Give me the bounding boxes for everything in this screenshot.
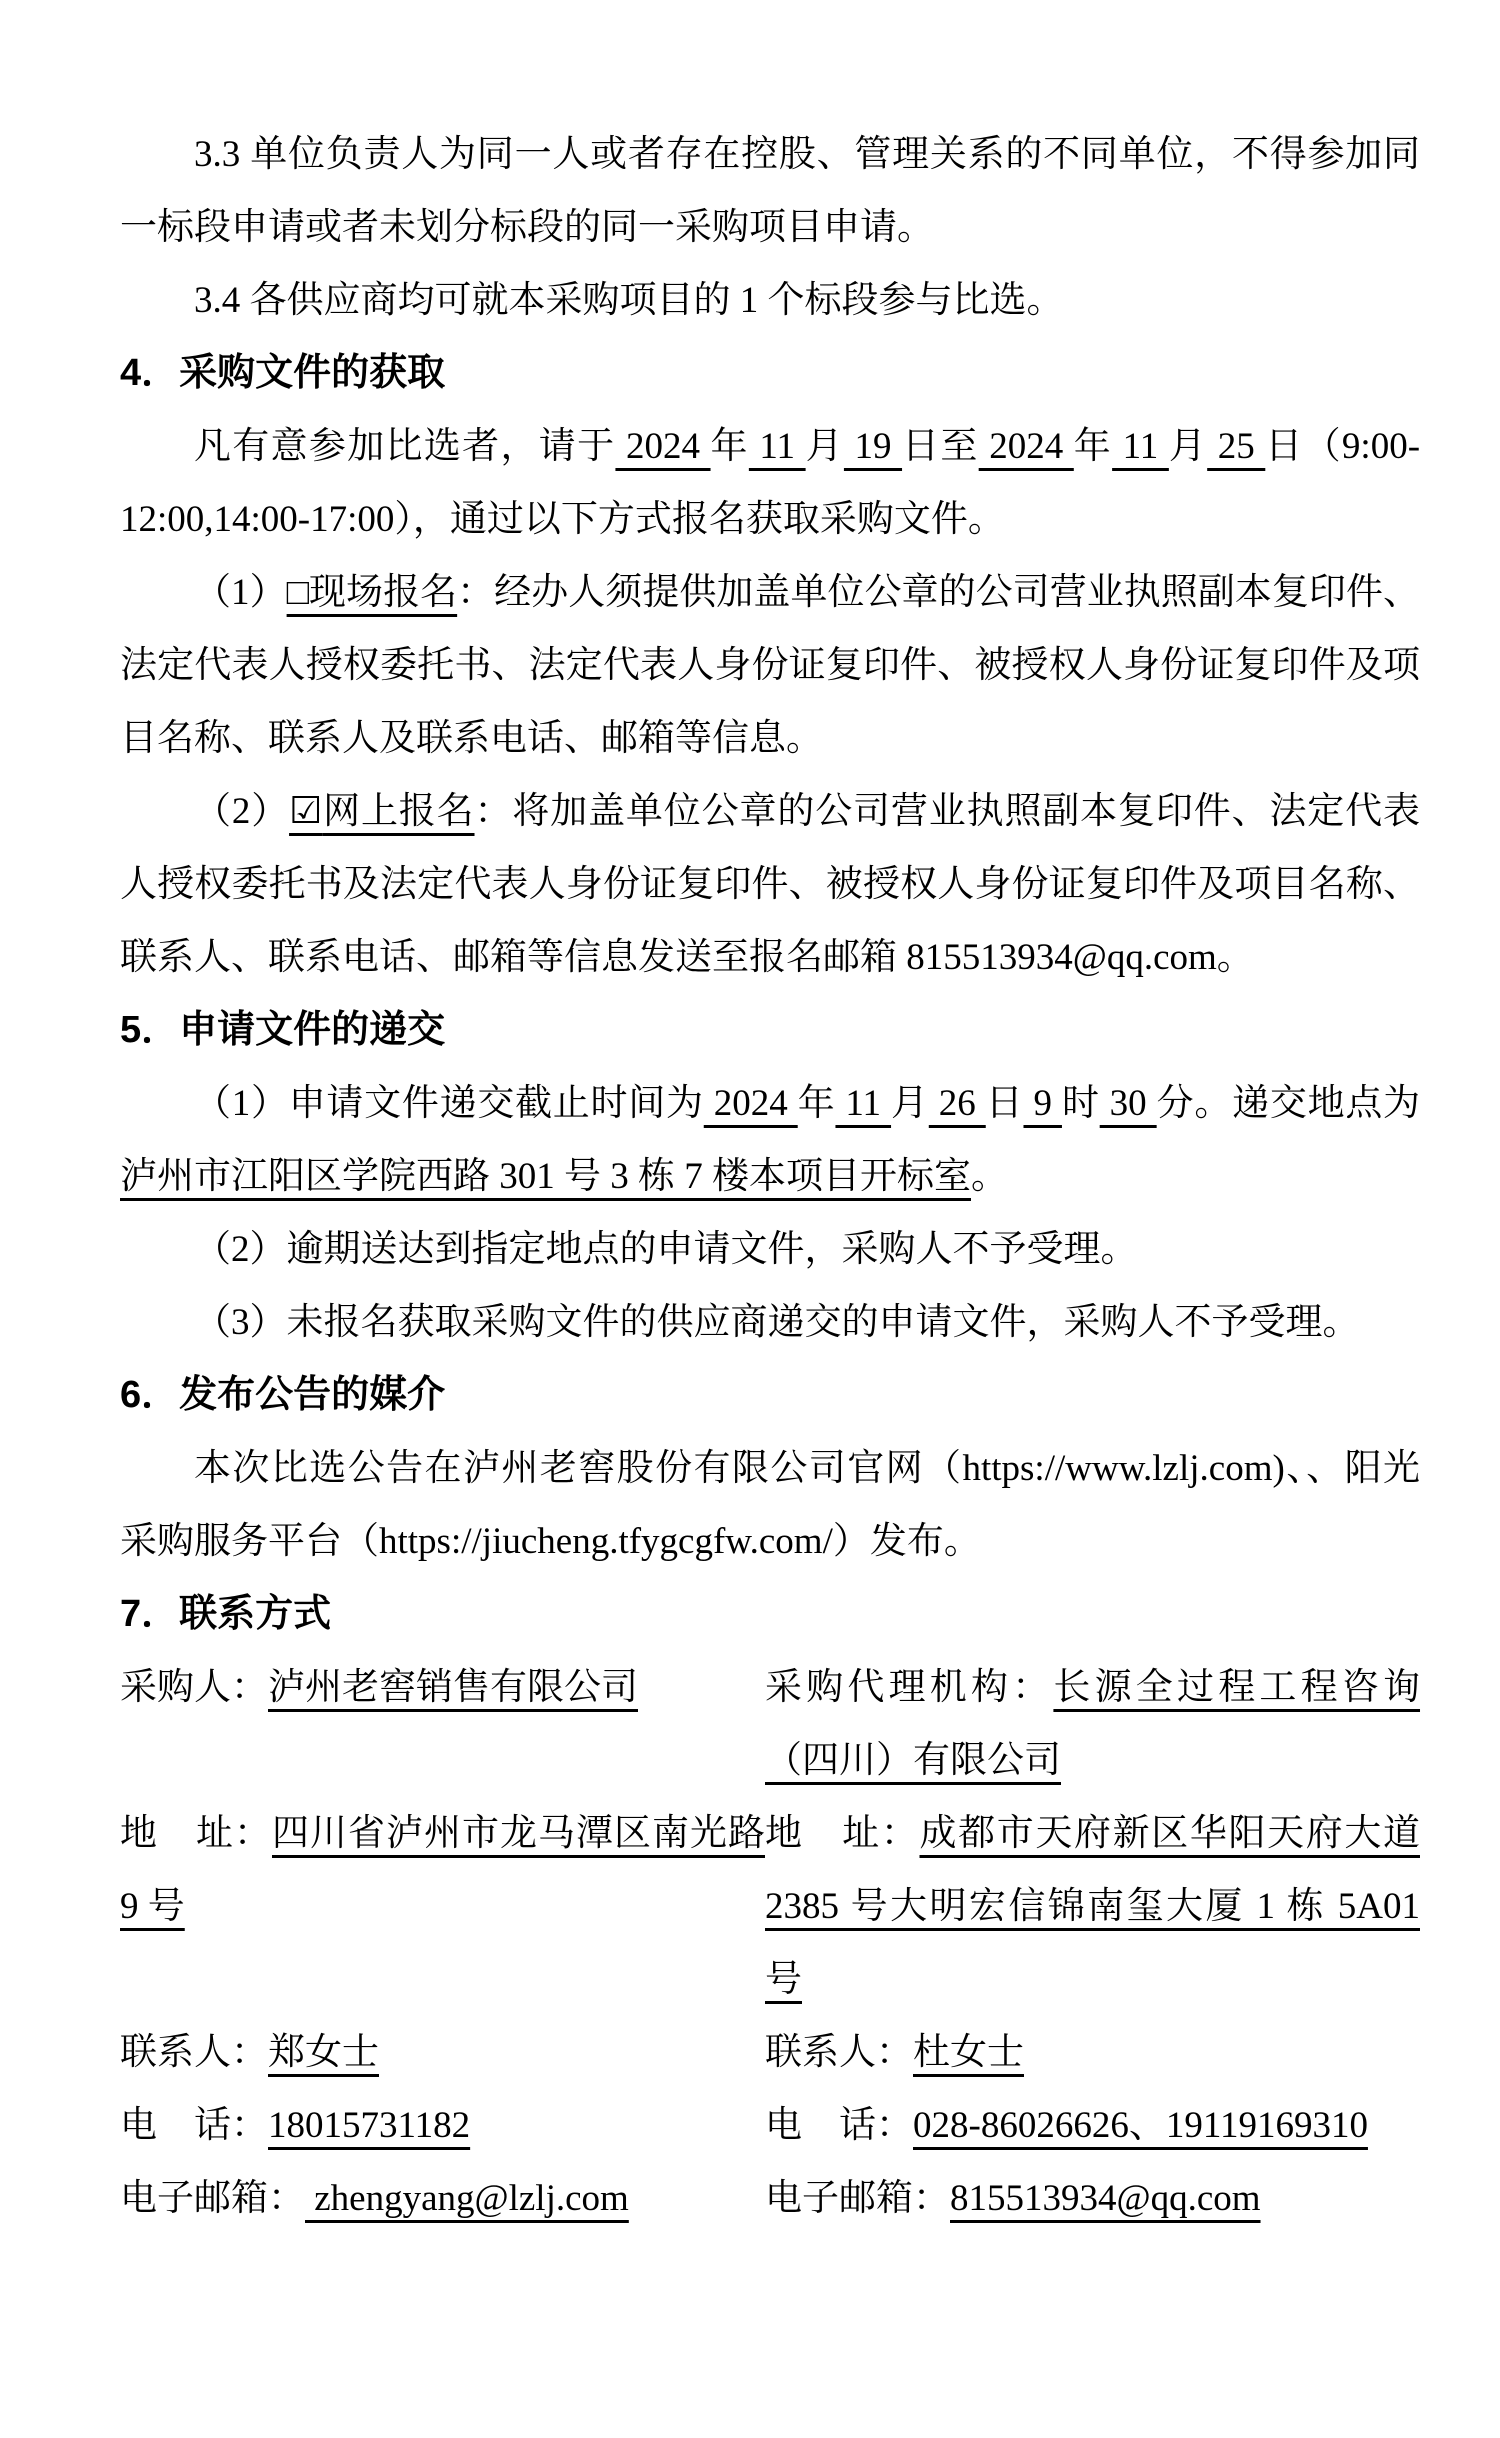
buyer-phone-cell bbox=[120, 2089, 765, 2162]
buyer-label: 采购人： bbox=[120, 1667, 268, 1708]
agency-contact-person-cell bbox=[765, 2016, 1420, 2089]
deadline-mid-2: 点为 bbox=[1345, 1083, 1421, 1124]
agency-address-value: 成都市天府新区华阳天府大道 2385 号大明宏信锦南玺大厦 1 栋 5A01 号 bbox=[765, 1813, 1420, 2000]
buyer-name-cell bbox=[120, 1651, 765, 1797]
para-3-3-text: 3.3 单位负责人为同一人或者存在控股、管理关系的不同单位，不得参加同一标段申请或者未划分标段的同一采购项目申请。 bbox=[120, 134, 1420, 248]
buyer-phone-value: 18015731182 bbox=[268, 2105, 471, 2146]
field-submission-place: 泸州市江阳区学院西路 301 号 3 栋 7 楼本项目开标室 bbox=[120, 1156, 971, 1197]
heading-announcement-media bbox=[120, 1359, 1420, 1432]
buyer-contact-person-label: 联系人： bbox=[120, 2032, 268, 2073]
field-end-month: 11 bbox=[1112, 426, 1169, 467]
heading-obtain-documents bbox=[120, 337, 1420, 410]
label-deadline-year: 年 bbox=[797, 1083, 836, 1124]
para-onsite-registration bbox=[120, 556, 1420, 775]
label-deadline-hour: 时 bbox=[1061, 1083, 1100, 1124]
onsite-body: ：经办人须提供加盖单位公章的公司营业执照副本复印件、法定代表人授权委托书、法定代表人身份证复印件、被授权人身份证复印件及项目名称、联系人及联系电话、邮箱等信息。 bbox=[120, 572, 1421, 759]
label-deadline-day: 日 bbox=[985, 1083, 1024, 1124]
label-year-2: 年 bbox=[1073, 426, 1113, 467]
agency-email-label: 电子邮箱： bbox=[765, 2178, 950, 2219]
agency-address-label: 地 址： bbox=[765, 1813, 920, 1854]
field-end-day: 25 bbox=[1207, 426, 1266, 467]
para-announcement-media bbox=[120, 1432, 1420, 1578]
obtain-pre: 凡有意参加比选者，请于 bbox=[194, 426, 616, 467]
checkbox-checked-icon: ☑ bbox=[289, 791, 323, 832]
agency-phone-cell bbox=[765, 2089, 1420, 2162]
agency-address-cell bbox=[765, 1797, 1420, 2016]
buyer-email-label: 电子邮箱： bbox=[120, 2178, 305, 2219]
agency-name-cell bbox=[765, 1651, 1420, 1797]
para-unregistered-submission bbox=[120, 1286, 1420, 1359]
field-start-day: 19 bbox=[843, 426, 903, 467]
online-body: ：将加盖单位公章的公司营业执照副本复印件、法定代表人授权委托书及法定代表人身份证复印件、被授权人身份证复印件及项目名称、联系人、联系电话、邮箱等信息发送至报名邮箱 815513934@qq.com。 bbox=[120, 791, 1421, 978]
heading-submit-documents-text: 5．申请文件的递交 bbox=[120, 1009, 446, 1051]
field-end-year: 2024 bbox=[978, 426, 1074, 467]
label-month-2: 月 bbox=[1168, 426, 1208, 467]
field-deadline-month: 11 bbox=[835, 1083, 892, 1124]
field-deadline-year: 2024 bbox=[703, 1083, 798, 1124]
heading-contact-info bbox=[120, 1578, 1420, 1651]
online-option-label: 网上报名 bbox=[322, 791, 475, 832]
label-month-1: 月 bbox=[805, 426, 844, 467]
field-start-month: 11 bbox=[748, 426, 806, 467]
agency-contact-person-value: 杜女士 bbox=[913, 2032, 1024, 2073]
buyer-email-value: zhengyang@lzlj.com bbox=[305, 2178, 629, 2219]
para-submission-deadline bbox=[120, 1067, 1420, 1213]
buyer-contact-person-cell bbox=[120, 2016, 765, 2089]
para-late-submission bbox=[120, 1213, 1420, 1286]
online-option bbox=[289, 791, 474, 832]
para-3-3 bbox=[120, 118, 1420, 264]
onsite-number: （1） bbox=[194, 572, 287, 613]
deadline-pre: （1）申请文件递交截止时间为 bbox=[194, 1083, 704, 1124]
onsite-option bbox=[287, 572, 458, 613]
deadline-mid: 分。递交地 bbox=[1156, 1083, 1346, 1124]
para-3-4 bbox=[120, 264, 1420, 337]
onsite-option-label: 现场报名 bbox=[309, 572, 458, 613]
heading-contact-info-text: 7．联系方式 bbox=[120, 1593, 332, 1635]
heading-announcement-media-text: 6．发布公告的媒介 bbox=[120, 1374, 446, 1416]
para-online-registration bbox=[120, 775, 1420, 994]
field-deadline-day: 26 bbox=[928, 1083, 986, 1124]
agency-phone-label: 电 话： bbox=[765, 2105, 913, 2146]
agency-phone-value: 028-86026626、19119169310 bbox=[913, 2105, 1368, 2146]
buyer-address-cell bbox=[120, 1797, 765, 2016]
agency-contact-person-label: 联系人： bbox=[765, 2032, 913, 2073]
field-start-year: 2024 bbox=[615, 426, 711, 467]
agency-email-cell bbox=[765, 2162, 1420, 2235]
para-unregistered-submission-text: （3）未报名获取采购文件的供应商递交的申请文件，采购人不予受理。 bbox=[194, 1302, 1360, 1343]
buyer-email-cell bbox=[120, 2162, 765, 2235]
buyer-address-label: 地 址： bbox=[120, 1813, 272, 1854]
agency-name-value: 长源全过程工程咨询（四川）有限公司 bbox=[765, 1667, 1421, 1781]
para-3-4-text: 3.4 各供应商均可就本采购项目的 1 个标段参与比选。 bbox=[194, 280, 1064, 321]
deadline-end: 。 bbox=[971, 1156, 1008, 1197]
online-number: （2） bbox=[194, 791, 290, 832]
para-announcement-media-text: 本次比选公告在泸州老窖股份有限公司官网（https://www.lzlj.com)、、阳光采购服务平台（https://jiucheng.tfygcgfw.com/）发布。 bbox=[120, 1448, 1420, 1562]
field-deadline-minute: 30 bbox=[1099, 1083, 1157, 1124]
contact-table bbox=[120, 1651, 1420, 2235]
agency-label: 采购代理机构： bbox=[765, 1667, 1054, 1708]
checkbox-unchecked-icon: □ bbox=[286, 572, 309, 613]
label-day-to: 日至 bbox=[902, 426, 979, 467]
buyer-contact-person-value: 郑女士 bbox=[268, 2032, 379, 2073]
agency-email-value: 815513934@qq.com bbox=[950, 2178, 1261, 2219]
para-obtain-period bbox=[120, 410, 1420, 556]
field-deadline-hour: 9 bbox=[1023, 1083, 1062, 1124]
buyer-name-value: 泸州老窖销售有限公司 bbox=[268, 1667, 638, 1708]
obtain-post: 日（9:00-12:00,14:00-17:00），通过以下方式报名获取采购文件。 bbox=[120, 426, 1421, 540]
label-year-1: 年 bbox=[710, 426, 749, 467]
buyer-address-value: 四川省泸州市龙马潭区南光路 9 号 bbox=[120, 1813, 765, 1927]
buyer-phone-label: 电 话： bbox=[120, 2105, 268, 2146]
label-deadline-month: 月 bbox=[891, 1083, 929, 1124]
heading-obtain-documents-text: 4．采购文件的获取 bbox=[120, 352, 446, 394]
para-late-submission-text: （2）逾期送达到指定地点的申请文件，采购人不予受理。 bbox=[194, 1229, 1138, 1270]
heading-submit-documents bbox=[120, 994, 1420, 1067]
